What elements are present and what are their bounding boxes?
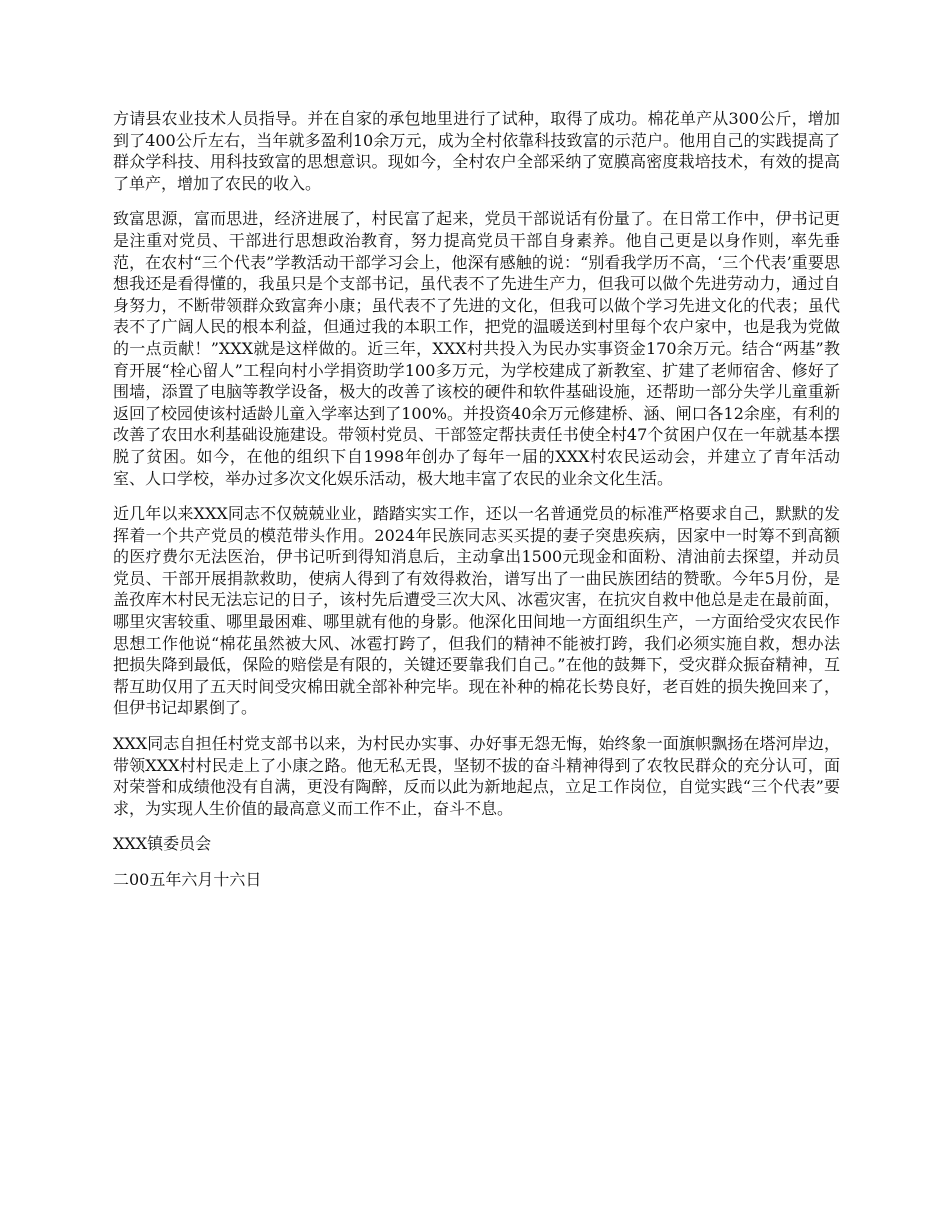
paragraph-education-work: 致富思源，富而思进，经济进展了，村民富了起来，党员干部说话有份量了。在日常工作中，伊书记更是注重对党员、干部进行思想政治教育，努力提高党员干部自身素养。他自己更是以身作则，率先垂范，在农村“三个代表”学教活动干部学习会上，他深有感触的说：“别看我学历不高，‘三个代表’重要思想我还是看得懂的，我虽只是个支部书记，虽代表不了先进生产力，但我可以做个先进劳动力，通过自身努力，不断带领群众致富奔小康；虽代表不了先进的文化，但我可以做个学习先进文化的代表；虽代表不了广阔人民的根本利益，但通过我的本职工作，把党的温暖送到村里每个农户家中，也是我为党做的一点贡献！”XXX就是这样做的。近三年，XXX村共投入为民办实事资金170余万元。结合“两基”教育开展“栓心留人”工程向村小学捐资助学100多万元，为学校建成了新教室、扩建了老师宿舍、修好了围墙，添置了电脑等教学设备，极大的改善了该校的硬件和软件基础设施，还帮助一部分失学儿童重新返回了校园使该村适龄儿童入学率达到了100%。并投资40余万元修建桥、涵、闸口各12余座，有利的改善了农田水利基础设施建设。带领村党员、干部签定帮扶责任书使全村47个贫困户仅在一年就基本摆脱了贫困。如今，在他的组织下自1998年创办了每年一届的XXX村农民运动会，并建立了青年活动室、人口学校，举办过多次文化娱乐活动，极大地丰富了农民的业余文化生活。	[113, 209, 840, 488]
paragraph-exemplary-role: 近几年以来XXX同志不仅兢兢业业，踏踏实实工作，还以一名普通党员的标准严格要求自己，默默的发挥着一个共产党员的模范带头作用。2024年民族同志买买提的妻子突患疾病，因家中一时筹不到高额的医疗费尔无法医治，伊书记听到得知消息后，主动拿出1500元现金和面粉、清油前去探望，并动员党员、干部开展捐款救助，使病人得到了有效得救治，谱写出了一曲民族团结的赞歌。今年5月份，是盖孜库木村民无法忘记的日子，该村先后遭受三次大风、冰雹灾害，在抗灾自救中他总是走在最前面，哪里灾害较重、哪里最困难、哪里就有他的身影。他深化田间地一方面组织生产，一方面给受灾农民作思想工作他说“棉花虽然被大风、冰雹打跨了，但我们的精神不能被打跨，我们必须实施自救，想办法把损失降到最低，保险的赔偿是有限的，关键还要靠我们自己。”在他的鼓舞下，受灾群众振奋精神，互帮互助仅用了五天时间受灾棉田就全部补种完毕。现在补种的棉花长势良好，老百姓的损失挽回来了，但伊书记却累倒了。	[113, 504, 840, 718]
paragraph-tech-promotion: 方请县农业技术人员指导。并在自家的承包地里进行了试种，取得了成功。棉花单产从300公斤，增加到了400公斤左右，当年就多盈利10余万元，成为全村依靠科技致富的示范户。他用自己的实践提高了群众学科技、用科技致富的思想意识。现如今，全村农户全部采纳了宽膜高密度栽培技术，有效的提高了单产，增加了农民的收入。	[113, 109, 840, 193]
document-body	[113, 108, 840, 905]
document-date: 二00五年六月十六日	[113, 870, 262, 889]
paragraph-summary: XXX同志自担任村党支部书以来，为村民办实事、办好事无怨无悔，始终象一面旗帜飘扬在塔河岸边，带领XXX村村民走上了小康之路。他无私无畏，坚韧不拔的奋斗精神得到了农牧民群众的充分认可，面对荣誉和成绩他没有自满，更没有陶醉，反而以此为新地起点，立足工作岗位，自觉实践“三个代表”要求，为实现人生价值的最高意义而工作不止，奋斗不息。	[113, 734, 840, 818]
signature: XXX镇委员会	[113, 834, 212, 854]
